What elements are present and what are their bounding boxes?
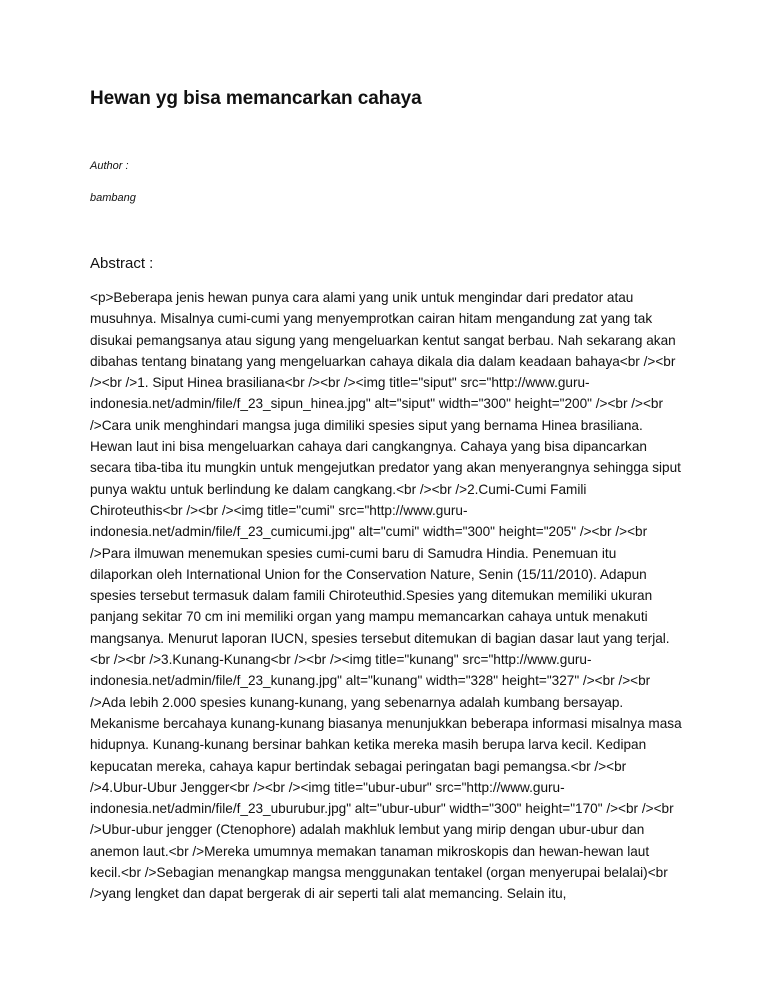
abstract-label: Abstract :	[90, 255, 154, 272]
author-name: bambang	[90, 192, 136, 204]
author-label: Author :	[90, 160, 129, 172]
abstract-text: <p>Beberapa jenis hewan punya cara alami yang unik untuk mengindar dari predator atau musuhnya. Misalnya cumi-cumi yang menyemprotkan cairan hitam mengandung zat yang tak disukai pemangsanya atau sigung yang mengeluarkan kentut sangat berbau. Nah sekarang akan dibahas tentang binatang yang mengeluarkan cahaya dikala dia dalam keadaan bahaya<br /><br /><br />1. Siput Hinea brasiliana<br /><br /><img title="siput" src="http://www.guru-indonesia.net/admin/file/f_23_sipun_hinea.jpg" alt="siput" width="300" height="200" /><br /><br />Cara unik menghindari mangsa juga dimiliki spesies siput yang bernama Hinea brasiliana. Hewan laut ini bisa mengeluarkan cahaya dari cangkangnya. Cahaya yang bisa dipancarkan secara tiba-tiba itu mungkin untuk mengejutkan predator yang akan menyerangnya sehingga siput punya waktu untuk berlindung ke dalam cangkang.<br /><br />2.Cumi-Cumi Famili Chiroteuthis<br /><br /><img title="cumi" src="http://www.guru-indonesia.net/admin/file/f_23_cumicumi.jpg" alt="cumi" width="300" height="205" /><br /><br />Para ilmuwan menemukan spesies cumi-cumi baru di Samudra Hindia. Penemuan itu dilaporkan oleh International Union for the Conservation Nature, Senin (15/11/2010). Adapun spesies tersebut termasuk dalam famili Chiroteuthid.Spesies yang ditemukan memiliki ukuran panjang sekitar 70 cm ini memiliki organ yang mampu memancarkan cahaya untuk menakuti mangsanya. Menurut laporan IUCN, spesies tersebut ditemukan di bagian dasar laut yang terjal.<br /><br />3.Kunang-Kunang<br /><br /><img title="kunang" src="http://www.guru-indonesia.net/admin/file/f_23_kunang.jpg" alt="kunang" width="328" height="327" /><br /><br />Ada lebih 2.000 spesies kunang-kunang, yang sebenarnya adalah kumbang bersayap. Mekanisme bercahaya kunang-kunang biasanya menunjukkan beberapa informasi misalnya masa hidupnya. Kunang-kunang bersinar bahkan ketika mereka masih berupa larva kecil. Kedipan kepucatan mereka, cahaya kapur bertindak sebagai peringatan bagi pemangsa.<br /><br />4.Ubur-Ubur Jengger<br /><br /><img title="ubur-ubur" src="http://www.guru-indonesia.net/admin/file/f_23_uburubur.jpg" alt="ubur-ubur" width="300" height="170" /><br /><br />Ubur-ubur jengger (Ctenophore) adalah makhluk lembut yang mirip dengan ubur-ubur dan anemon laut.<br />Mereka umumnya memakan tanaman mikroskopis dan hewan-hewan laut kecil.<br />Sebagian menangkap mangsa menggunakan tentakel (organ menyerupai belalai)<br />yang lengket dan dapat bergerak di air seperti tali alat memancing. Selain itu,	[90, 290, 682, 902]
document-title: Hewan yg bisa memancarkan cahaya	[90, 88, 422, 109]
